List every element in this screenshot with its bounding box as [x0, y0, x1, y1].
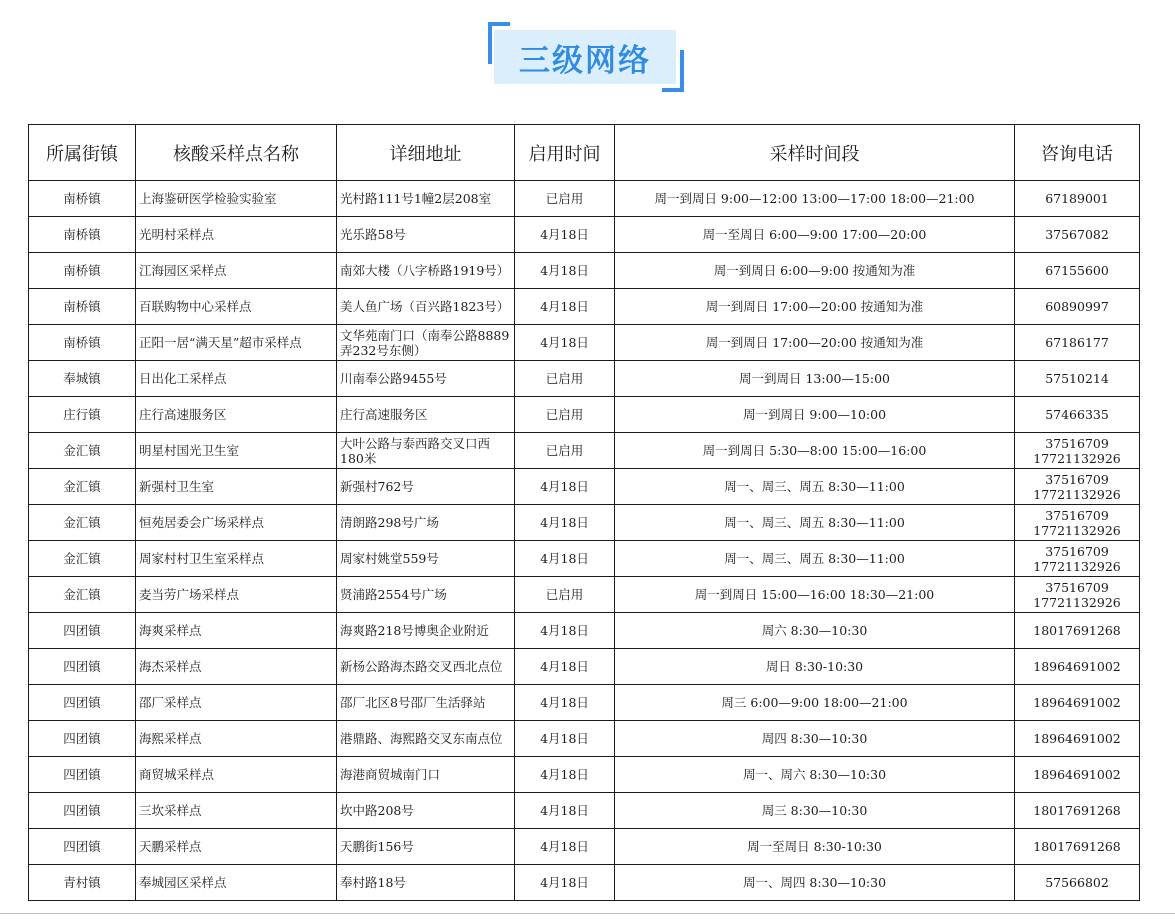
sampling-hours-cell: 周三 8:30—10:30: [615, 793, 1015, 829]
sampling-sites-table: [28, 124, 1140, 901]
phone-cell: 57510214: [1015, 361, 1140, 397]
site-name-cell: 正阳一居“满天星”超市采样点: [136, 325, 337, 361]
district-cell: 四团镇: [29, 613, 136, 649]
header-start-date: 启用时间: [515, 125, 615, 181]
sampling-hours-cell: 周三 6:00—9:00 18:00—21:00: [615, 685, 1015, 721]
address-cell: 海爽路218号博奥企业附近: [337, 613, 515, 649]
table-row: [29, 757, 1140, 793]
district-cell: 南桥镇: [29, 217, 136, 253]
phone-cell: 37516709 17721132926: [1015, 469, 1140, 505]
district-cell: 南桥镇: [29, 181, 136, 217]
table-row: [29, 289, 1140, 325]
phone-cell: 18017691268: [1015, 793, 1140, 829]
phone-cell: 37516709 17721132926: [1015, 433, 1140, 469]
address-cell: 光乐路58号: [337, 217, 515, 253]
sampling-hours-cell: 周一、周三、周五 8:30—11:00: [615, 469, 1015, 505]
table-row: [29, 361, 1140, 397]
sampling-hours-cell: 周一到周日 9:00—12:00 13:00—17:00 18:00—21:00: [615, 181, 1015, 217]
sampling-hours-cell: 周四 8:30—10:30: [615, 721, 1015, 757]
header-sampling-hours: 采样时间段: [615, 125, 1015, 181]
sampling-hours-cell: 周一到周日 15:00—16:00 18:30—21:00: [615, 577, 1015, 613]
address-cell: 坎中路208号: [337, 793, 515, 829]
table-row: [29, 433, 1140, 469]
district-cell: 金汇镇: [29, 541, 136, 577]
address-cell: 奉村路18号: [337, 865, 515, 901]
phone-cell: 18964691002: [1015, 649, 1140, 685]
address-cell: 周家村姚堂559号: [337, 541, 515, 577]
start-date-cell: 已启用: [515, 361, 615, 397]
district-cell: 南桥镇: [29, 253, 136, 289]
sampling-hours-cell: 周一到周日 17:00—20:00 按通知为准: [615, 289, 1015, 325]
site-name-cell: 恒苑居委会广场采样点: [136, 505, 337, 541]
header-site-name: 核酸采样点名称: [136, 125, 337, 181]
address-cell: 海港商贸城南门口: [337, 757, 515, 793]
district-cell: 四团镇: [29, 649, 136, 685]
start-date-cell: 4月18日: [515, 685, 615, 721]
address-cell: 南郊大楼（八字桥路1919号）: [337, 253, 515, 289]
start-date-cell: 4月18日: [515, 469, 615, 505]
site-name-cell: 三坎采样点: [136, 793, 337, 829]
phone-cell: 18964691002: [1015, 685, 1140, 721]
phone-cell: 18017691268: [1015, 613, 1140, 649]
site-name-cell: 光明村采样点: [136, 217, 337, 253]
address-cell: 川南奉公路9455号: [337, 361, 515, 397]
table-row: [29, 577, 1140, 613]
district-cell: 南桥镇: [29, 289, 136, 325]
address-cell: 新强村762号: [337, 469, 515, 505]
start-date-cell: 4月18日: [515, 505, 615, 541]
sampling-hours-cell: 周日 8:30-10:30: [615, 649, 1015, 685]
table-row: [29, 397, 1140, 433]
table-row: [29, 649, 1140, 685]
table-row: [29, 865, 1140, 901]
address-cell: 清朗路298号广场: [337, 505, 515, 541]
sampling-hours-cell: 周一至周日 6:00—9:00 17:00—20:00: [615, 217, 1015, 253]
title-box: [494, 30, 676, 84]
site-name-cell: 海杰采样点: [136, 649, 337, 685]
address-cell: 光村路111号1幢2层208室: [337, 181, 515, 217]
start-date-cell: 4月18日: [515, 865, 615, 901]
district-cell: 四团镇: [29, 793, 136, 829]
district-cell: 金汇镇: [29, 469, 136, 505]
sampling-hours-cell: 周一、周四 8:30—10:30: [615, 865, 1015, 901]
site-name-cell: 明星村国光卫生室: [136, 433, 337, 469]
district-cell: 四团镇: [29, 685, 136, 721]
phone-cell: 67189001: [1015, 181, 1140, 217]
sampling-hours-cell: 周一、周六 8:30—10:30: [615, 757, 1015, 793]
table-row: [29, 505, 1140, 541]
table-row: [29, 613, 1140, 649]
table-row: [29, 721, 1140, 757]
district-cell: 南桥镇: [29, 325, 136, 361]
sampling-hours-cell: 周一、周三、周五 8:30—11:00: [615, 541, 1015, 577]
district-cell: 青村镇: [29, 865, 136, 901]
phone-cell: 18964691002: [1015, 721, 1140, 757]
sampling-hours-cell: 周六 8:30—10:30: [615, 613, 1015, 649]
site-name-cell: 百联购物中心采样点: [136, 289, 337, 325]
district-cell: 金汇镇: [29, 433, 136, 469]
phone-cell: 37567082: [1015, 217, 1140, 253]
table-row: [29, 793, 1140, 829]
table-row: [29, 325, 1140, 361]
header-district: 所属街镇: [29, 125, 136, 181]
start-date-cell: 4月18日: [515, 649, 615, 685]
site-name-cell: 海熙采样点: [136, 721, 337, 757]
site-name-cell: 江海园区采样点: [136, 253, 337, 289]
site-name-cell: 奉城园区采样点: [136, 865, 337, 901]
address-cell: 邵厂北区8号邵厂生活驿站: [337, 685, 515, 721]
table-row: [29, 181, 1140, 217]
start-date-cell: 4月18日: [515, 829, 615, 865]
address-cell: 大叶公路与泰西路交叉口西180米: [337, 433, 515, 469]
phone-cell: 18017691268: [1015, 829, 1140, 865]
site-name-cell: 麦当劳广场采样点: [136, 577, 337, 613]
district-cell: 四团镇: [29, 721, 136, 757]
address-cell: 庄行高速服务区: [337, 397, 515, 433]
sampling-hours-cell: 周一到周日 6:00—9:00 按通知为准: [615, 253, 1015, 289]
phone-cell: 37516709 17721132926: [1015, 541, 1140, 577]
address-cell: 港鼎路、海熙路交叉东南点位: [337, 721, 515, 757]
site-name-cell: 庄行高速服务区: [136, 397, 337, 433]
site-name-cell: 海爽采样点: [136, 613, 337, 649]
site-name-cell: 天鹏采样点: [136, 829, 337, 865]
phone-cell: 67186177: [1015, 325, 1140, 361]
start-date-cell: 4月18日: [515, 793, 615, 829]
phone-cell: 67155600: [1015, 253, 1140, 289]
address-cell: 美人鱼广场（百兴路1823号）: [337, 289, 515, 325]
table-row: [29, 253, 1140, 289]
start-date-cell: 4月18日: [515, 757, 615, 793]
site-name-cell: 商贸城采样点: [136, 757, 337, 793]
start-date-cell: 4月18日: [515, 325, 615, 361]
start-date-cell: 4月18日: [515, 217, 615, 253]
start-date-cell: 已启用: [515, 397, 615, 433]
sampling-hours-cell: 周一到周日 17:00—20:00 按通知为准: [615, 325, 1015, 361]
table-row: [29, 469, 1140, 505]
sampling-hours-cell: 周一到周日 5:30—8:00 15:00—16:00: [615, 433, 1015, 469]
site-name-cell: 新强村卫生室: [136, 469, 337, 505]
sampling-hours-cell: 周一到周日 9:00—10:00: [615, 397, 1015, 433]
district-cell: 庄行镇: [29, 397, 136, 433]
district-cell: 金汇镇: [29, 505, 136, 541]
divider: [0, 913, 1175, 914]
site-name-cell: 上海鉴研医学检验实验室: [136, 181, 337, 217]
start-date-cell: 4月18日: [515, 721, 615, 757]
start-date-cell: 4月18日: [515, 613, 615, 649]
start-date-cell: 4月18日: [515, 289, 615, 325]
address-cell: 新杨公路海杰路交叉西北点位: [337, 649, 515, 685]
page-title: 三级网络: [519, 42, 651, 79]
district-cell: 金汇镇: [29, 577, 136, 613]
phone-cell: 18964691002: [1015, 757, 1140, 793]
address-cell: 天鹏街156号: [337, 829, 515, 865]
table-header-row: [29, 125, 1140, 181]
table-row: [29, 685, 1140, 721]
district-cell: 奉城镇: [29, 361, 136, 397]
start-date-cell: 已启用: [515, 577, 615, 613]
start-date-cell: 已启用: [515, 433, 615, 469]
sampling-hours-cell: 周一、周三、周五 8:30—11:00: [615, 505, 1015, 541]
start-date-cell: 4月18日: [515, 253, 615, 289]
site-name-cell: 日出化工采样点: [136, 361, 337, 397]
phone-cell: 37516709 17721132926: [1015, 505, 1140, 541]
header-phone: 咨询电话: [1015, 125, 1140, 181]
start-date-cell: 已启用: [515, 181, 615, 217]
title-banner: [488, 22, 684, 92]
phone-cell: 37516709 17721132926: [1015, 577, 1140, 613]
district-cell: 四团镇: [29, 757, 136, 793]
phone-cell: 57466335: [1015, 397, 1140, 433]
site-name-cell: 周家村村卫生室采样点: [136, 541, 337, 577]
address-cell: 贤浦路2554号广场: [337, 577, 515, 613]
header-address: 详细地址: [337, 125, 515, 181]
sampling-hours-cell: 周一到周日 13:00—15:00: [615, 361, 1015, 397]
address-cell: 文华苑南门口（南奉公路8889弄232号东侧）: [337, 325, 515, 361]
table-row: [29, 217, 1140, 253]
site-name-cell: 邵厂采样点: [136, 685, 337, 721]
start-date-cell: 4月18日: [515, 541, 615, 577]
phone-cell: 60890997: [1015, 289, 1140, 325]
sampling-hours-cell: 周一至周日 8:30-10:30: [615, 829, 1015, 865]
table-row: [29, 541, 1140, 577]
phone-cell: 57566802: [1015, 865, 1140, 901]
district-cell: 四团镇: [29, 829, 136, 865]
table-row: [29, 829, 1140, 865]
